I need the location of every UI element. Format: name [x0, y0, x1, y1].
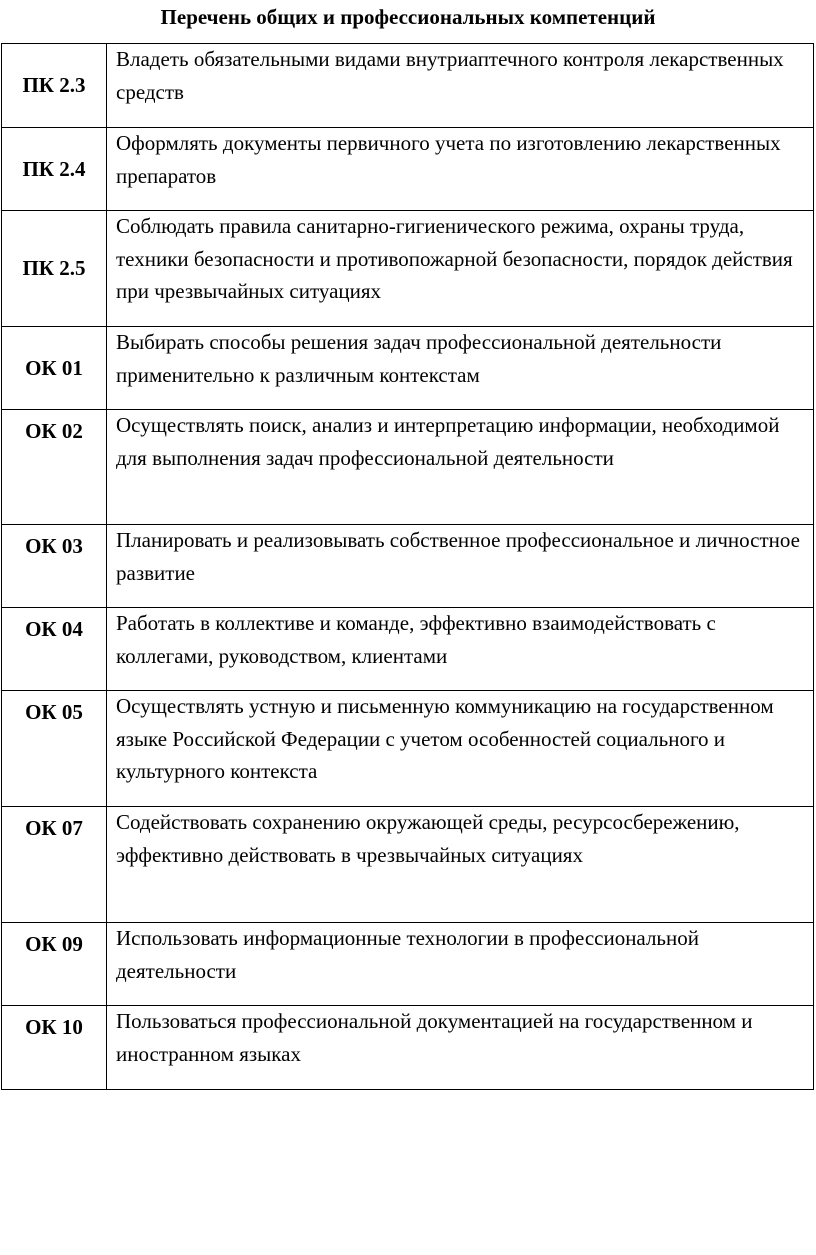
competency-code: ПК 2.5 — [2, 211, 107, 327]
competency-description: Планировать и реализовывать собственное профессиональное и личностное развитие — [107, 525, 814, 608]
table-row — [2, 410, 814, 525]
competency-code: ОК 04 — [2, 608, 107, 691]
competency-code: ОК 05 — [2, 691, 107, 807]
competency-description: Соблюдать правила санитарно-гигиенического режима, охраны труда, техники безопасности и противопожарной безопасности, порядок действия при чрезвычайных ситуациях — [107, 211, 814, 327]
competency-code: ОК 07 — [2, 807, 107, 923]
competency-description: Использовать информационные технологии в профессиональной деятельности — [107, 923, 814, 1006]
competency-description: Осуществлять устную и письменную коммуникацию на государственном языке Российской Федерации с учетом особенностей социального и культурного контекста — [107, 691, 814, 807]
page-title: Перечень общих и профессиональных компетенций — [160, 5, 656, 29]
competency-code: ОК 01 — [2, 327, 107, 410]
competency-description: Осуществлять поиск, анализ и интерпретацию информации, необходимой для выполнения задач профессиональной деятельности — [107, 410, 814, 525]
competencies-table — [1, 43, 814, 1090]
competency-description: Содействовать сохранению окружающей среды, ресурсосбережению, эффективно действовать в чрезвычайных ситуациях — [107, 807, 814, 923]
table-row — [2, 1006, 814, 1090]
competency-description: Оформлять документы первичного учета по изготовлению лекарственных препаратов — [107, 128, 814, 211]
competency-description: Владеть обязательными видами внутриаптечного контроля лекарственных средств — [107, 44, 814, 128]
competency-code: ПК 2.4 — [2, 128, 107, 211]
table-row — [2, 327, 814, 410]
competency-code: ОК 03 — [2, 525, 107, 608]
competency-description: Выбирать способы решения задач профессиональной деятельности применительно к различным контекстам — [107, 327, 814, 410]
competency-code: ОК 10 — [2, 1006, 107, 1090]
competency-description: Пользоваться профессиональной документацией на государственном и иностранном языках — [107, 1006, 814, 1090]
competency-code: ПК 2.3 — [2, 44, 107, 128]
table-row — [2, 807, 814, 923]
table-row — [2, 608, 814, 691]
table-row — [2, 525, 814, 608]
competency-code: ОК 09 — [2, 923, 107, 1006]
competency-code: ОК 02 — [2, 410, 107, 525]
table-row — [2, 44, 814, 128]
table-row — [2, 691, 814, 807]
table-row — [2, 211, 814, 327]
competency-description: Работать в коллективе и команде, эффективно взаимодействовать с коллегами, руководством, клиентами — [107, 608, 814, 691]
table-row — [2, 923, 814, 1006]
table-row — [2, 128, 814, 211]
